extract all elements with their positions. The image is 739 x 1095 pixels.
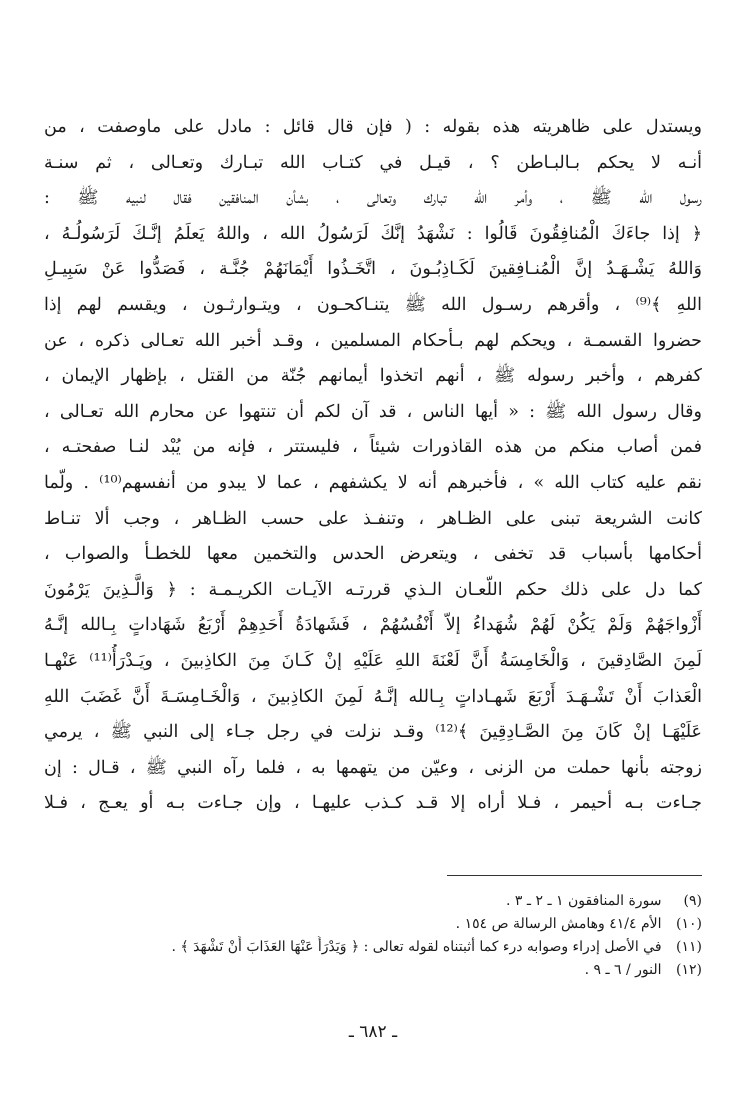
text-line: فمن أصاب منكم من هذه القاذورات شيئاً ، فليستتر ، فإنه من يُبْد لنـا صفحتـه ، xyxy=(44,437,702,458)
text-line: الْعَذابَ أَنْ تَشْـهَـدَ أَرْبَعَ شَهـاداتٍ بِـالله إنَّـهُ لَمِنَ الكاذِبينَ ، وَالْخَـامِسَـةَ أَنَّ غَضَبَ اللهِ xyxy=(44,686,702,707)
footnote-text: النور / ٦ ـ ٩ . xyxy=(584,962,662,978)
text-line: وقال رسول الله ﷺ : « أيها الناس ، قد آن لكم أن تنتهوا عن محارم الله تعـالى ، xyxy=(44,401,702,422)
text-line: ﴿ إذا جاءَكَ الْمُنافِقُونَ قَالُوا : نَشْهَدُ إنَّكَ لَرَسُولُ الله ، واللهُ يَعلَمُ إنَّـكَ لَرَسُولُـهُ ، xyxy=(44,223,702,244)
text-line: نقم عليه كتاب الله » ، فأخبرهم أنه لا يكشفهم ، عما لا يبدو من أنفسهم⁽¹⁰⁾ . ولّما xyxy=(44,472,702,493)
text-line: ويستدل على ظاهريته هذه بقوله : ( فإن قال قائل : مادل على ماوصفت ، من xyxy=(44,117,702,137)
footnote xyxy=(44,959,702,982)
footnote-number: (١٠) xyxy=(676,916,702,932)
text-line: كما دل على ذلك حكم اللّعـان الـذي قررتـه الآيـات الكريـمـة : ﴿ وَالَّـذِينَ يَرْمُونَ xyxy=(44,579,702,600)
main-text xyxy=(44,110,702,822)
footnote-text: في الأصل إدراء وصوابه درء كما أثبتناه لقوله تعالى : ﴿ وَيَدْرَأُ عَنْهَا العَذَابَ أَنْ تَشْهَدَ ﴾ . xyxy=(171,939,662,955)
footnote-text: سورة المنافقون ١ ـ ٢ ـ ٣ . xyxy=(506,893,662,909)
footnote-number: (١١) xyxy=(676,939,702,955)
footnotes xyxy=(44,890,702,982)
text-line: عَلَيْهَـا إنْ كَانَ مِنَ الصَّـادِقِينَ ﴾⁽¹²⁾ وقـد نزلت في رجل جـاء إلى النبي ﷺ ، يرمي xyxy=(44,722,702,743)
footnote-text: الأم ٤١/٤ وهامش الرسالة ص ١٥٤ . xyxy=(455,916,662,932)
text-line: أنـه لا يحكم بـالبـاطن ؟ ، قيـل في كتـاب الله تبـارك وتعـالى ، ثم سنـة xyxy=(44,152,702,173)
text-line: لَمِنَ الصَّادِقينَ ، وَالْخَامِسَةُ أَنَّ لَعْنَةَ اللهِ عَلَيْهِ إنْ كَـانَ مِنَ الكاذِبينَ ، ويَـدْرَأُ⁽¹¹⁾ عَنْهـا xyxy=(44,650,702,671)
text-line: جـاءت بـه أحيمر ، فـلا أراه إلا قـد كـذب عليهـا ، وإن جـاءت بـه أو يعـج ، فـلا xyxy=(44,793,702,814)
footnote-number: (١٢) xyxy=(676,962,702,978)
footnote xyxy=(44,936,702,959)
text-line: رسول الله ﷺ ، وأمر الله تبارك وتعالى ، بشأن المنافقين فقال لنبيه ﷺ : xyxy=(44,188,702,209)
text-line: أحكامها بأسباب قد تخفى ، ويتعرض الحدس والتخمين معها للخطـأ والصواب ، xyxy=(44,544,702,565)
text-line: زوجته بأنها حملت من الزنى ، وعيّن من يتهمها به ، فلما رآه النبي ﷺ ، قـال : إن xyxy=(44,757,702,778)
text-line: كفرهم ، وأخبر رسوله ﷺ ، أنهم اتخذوا أيمانهم جُنّة من القتل ، بإظهار الإيمان ، xyxy=(44,366,702,387)
text-line: كانت الشريعة تبنى على الظـاهر ، وتنفـذ على حسب الظـاهر ، وجب ألا تنـاط xyxy=(44,508,702,529)
page-number: ـ ٦٨٢ ـ xyxy=(348,1022,398,1042)
text-line: حضروا القسمـة ، ويحكم لهم بـأحكام المسلمين ، وقـد أخبر الله تعـالى ذكره ، عن xyxy=(44,330,702,351)
text-line: اللهِ ﴾⁽⁹⁾ ، وأقرهم رسـول الله ﷺ يتنـاكحـون ، ويتـوارثـون ، ويقسم لهم إذا xyxy=(44,294,702,315)
footnote-separator xyxy=(447,875,702,876)
footnote-number: (٩) xyxy=(683,893,702,909)
book-page xyxy=(44,0,702,1095)
text-line: أَزْواجَهُمْ وَلَمْ يَكُنْ لَهُمْ شُهَداءُ إلاّ أَنْفُسُهُمْ ، فَشَهادَةُ أَحَدِهِمْ أَرْبَعُ شَهَاداتٍ بِـالله إنَّـهُ xyxy=(44,615,702,636)
text-line: وَاللهُ يَشْـهَـدُ إنَّ الْمُنـافِقينَ لَكَـاذِبُـونَ ، اتَّخَـذُوا أَيْمَانَهُمْ جُنَّـة ، فَصَدُّوا عَنْ سَبِيـلِ xyxy=(44,259,702,280)
footnote xyxy=(44,913,702,936)
footnote xyxy=(44,890,702,913)
